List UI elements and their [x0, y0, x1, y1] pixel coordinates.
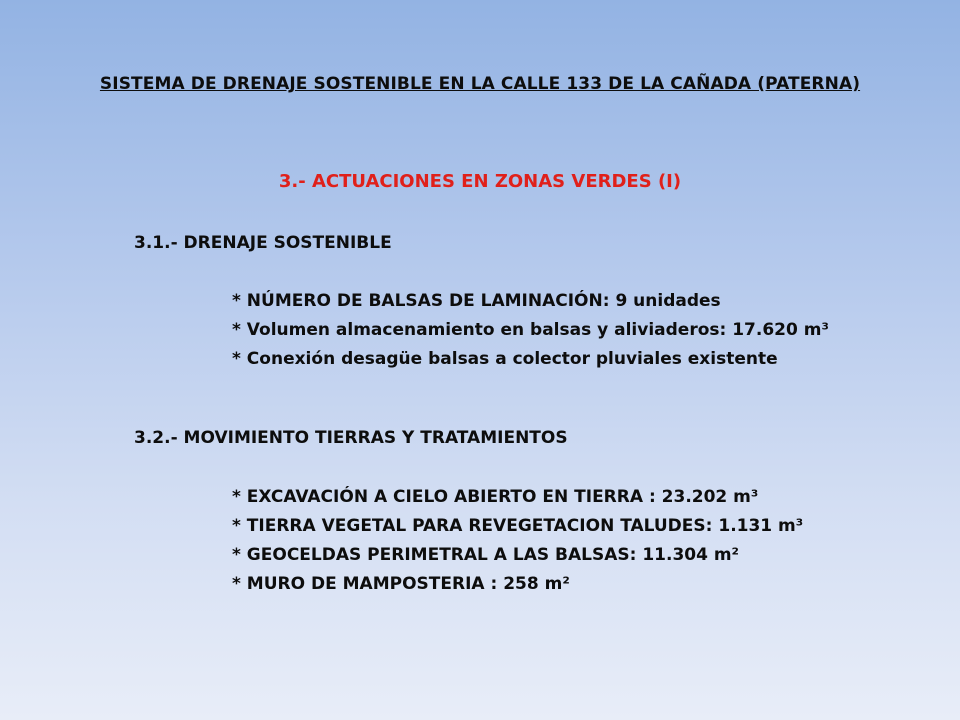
list-item: * TIERRA VEGETAL PARA REVEGETACION TALUDES: 1.131 m³: [232, 516, 804, 536]
subsection-heading-movimiento-tierras: 3.2.- MOVIMIENTO TIERRAS Y TRATAMIENTOS: [134, 428, 568, 448]
drenaje-item-list: [232, 289, 829, 376]
list-item: * NÚMERO DE BALSAS DE LAMINACIÓN: 9 unidades: [232, 291, 721, 311]
list-item: * Volumen almacenamiento en balsas y aliviaderos: 17.620 m³: [232, 320, 829, 340]
list-item: * GEOCELDAS PERIMETRAL A LAS BALSAS: 11.304 m²: [232, 545, 740, 565]
list-item: * MURO DE MAMPOSTERIA : 258 m²: [232, 574, 570, 594]
list-item: * EXCAVACIÓN A CIELO ABIERTO EN TIERRA : 23.202 m³: [232, 487, 759, 507]
subsection-heading-drenaje: 3.1.- DRENAJE SOSTENIBLE: [134, 233, 392, 253]
movimiento-tierras-item-list: [232, 485, 803, 601]
slide-title: SISTEMA DE DRENAJE SOSTENIBLE EN LA CALLE 133 DE LA CAÑADA (PATERNA): [99, 74, 861, 94]
section-title: 3.- ACTUACIONES EN ZONAS VERDES (I): [278, 171, 682, 192]
list-item: * Conexión desagüe balsas a colector pluviales existente: [232, 349, 778, 369]
